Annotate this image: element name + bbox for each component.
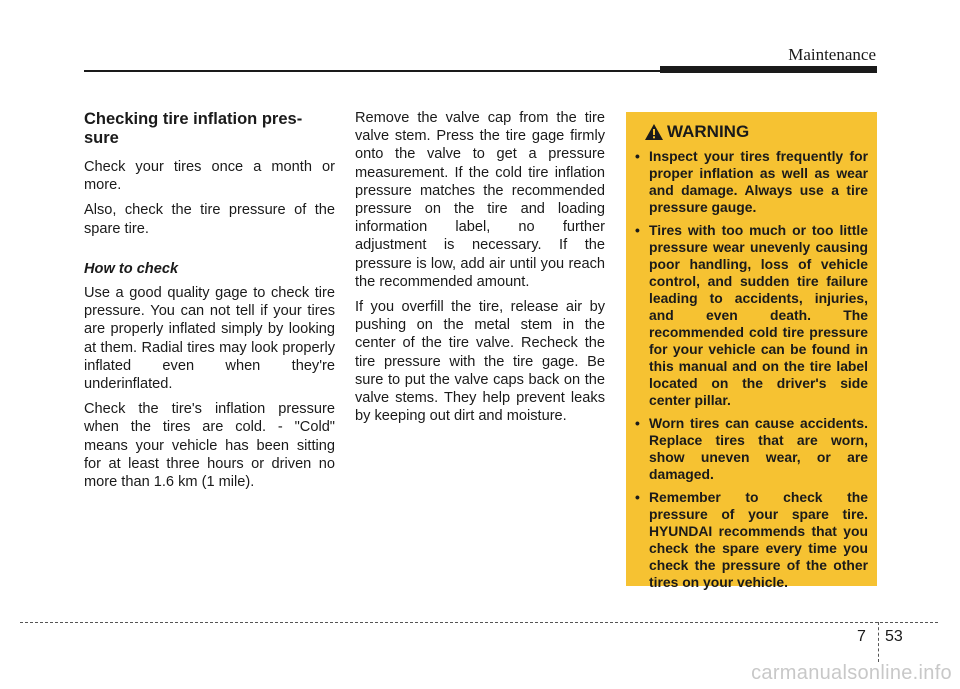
warning-title: WARNING xyxy=(667,122,750,141)
warning-list xyxy=(635,148,868,591)
paragraph: Use a good quality gage to check tire pressure. You can not tell if your tires are properly inflated simply by looking at them. Radial tires may look properly inflated even when they're underinflated. xyxy=(84,285,335,393)
header-rule-accent xyxy=(660,66,877,73)
paragraph: If you overfill the tire, release air by pushing on the metal stem in the center of the tire valve. Recheck the tire pressure with the tire gage. Be sure to put the valve caps back on the valve stems. They help prevent leaks by keeping out dirt and moisture. xyxy=(355,299,605,425)
left-column xyxy=(84,110,335,498)
footer-rule xyxy=(20,622,938,623)
warning-triangle-icon xyxy=(645,124,663,140)
section-title: Maintenance xyxy=(788,45,876,64)
watermark: carmanualsonline.info xyxy=(751,662,952,684)
page-number: 53 xyxy=(885,628,903,645)
warning-item: • Remember to check the pressure of your spare tire. HYUNDAI recommends that you check the spare every time you check the pressure of the other tires on your vehicle. xyxy=(635,489,868,591)
warning-item: • Tires with too much or too little pressure wear unevenly causing poor handling, loss of vehicle control, and sudden tire failure leading to accidents, injuries, and even death. The recommended cold tire pressure for your vehicle can be found in this manual and on the tire label located on the driver's side center pillar. xyxy=(635,222,868,409)
paragraph: Also, check the tire pressure of the spare tire. xyxy=(84,202,335,237)
warning-header xyxy=(645,122,868,142)
paragraph: Check the tire's inflation pressure when the tires are cold. - "Cold" means your vehicle has been sitting for at least three hours or driven no more than 1.6 km (1 mile). xyxy=(84,401,335,491)
section-heading: Checking tire inflation pres- sure xyxy=(84,110,303,147)
sub-heading: How to check xyxy=(84,260,179,277)
paragraph: Remove the valve cap from the tire valve stem. Press the tire gage firmly onto the valve to get a pressure measurement. If the cold tire inflation pressure matches the recommended pressure on the tire and loading information label, no further adjustment is necessary. If the pressure is low, add air until you reach the recommended amount. xyxy=(355,110,605,290)
header-rule xyxy=(84,70,664,72)
chapter-number: 7 xyxy=(857,628,866,645)
footer-divider xyxy=(878,622,879,662)
warning-item: • Worn tires can cause accidents. Replace tires that are worn, show uneven wear, or are damaged. xyxy=(635,415,868,483)
warning-item: • Inspect your tires frequently for proper inflation as well as wear and damage. Always use a tire pressure gauge. xyxy=(635,148,868,216)
paragraph: Check your tires once a month or more. xyxy=(84,159,335,194)
middle-column xyxy=(355,109,605,432)
warning-box xyxy=(626,112,877,590)
